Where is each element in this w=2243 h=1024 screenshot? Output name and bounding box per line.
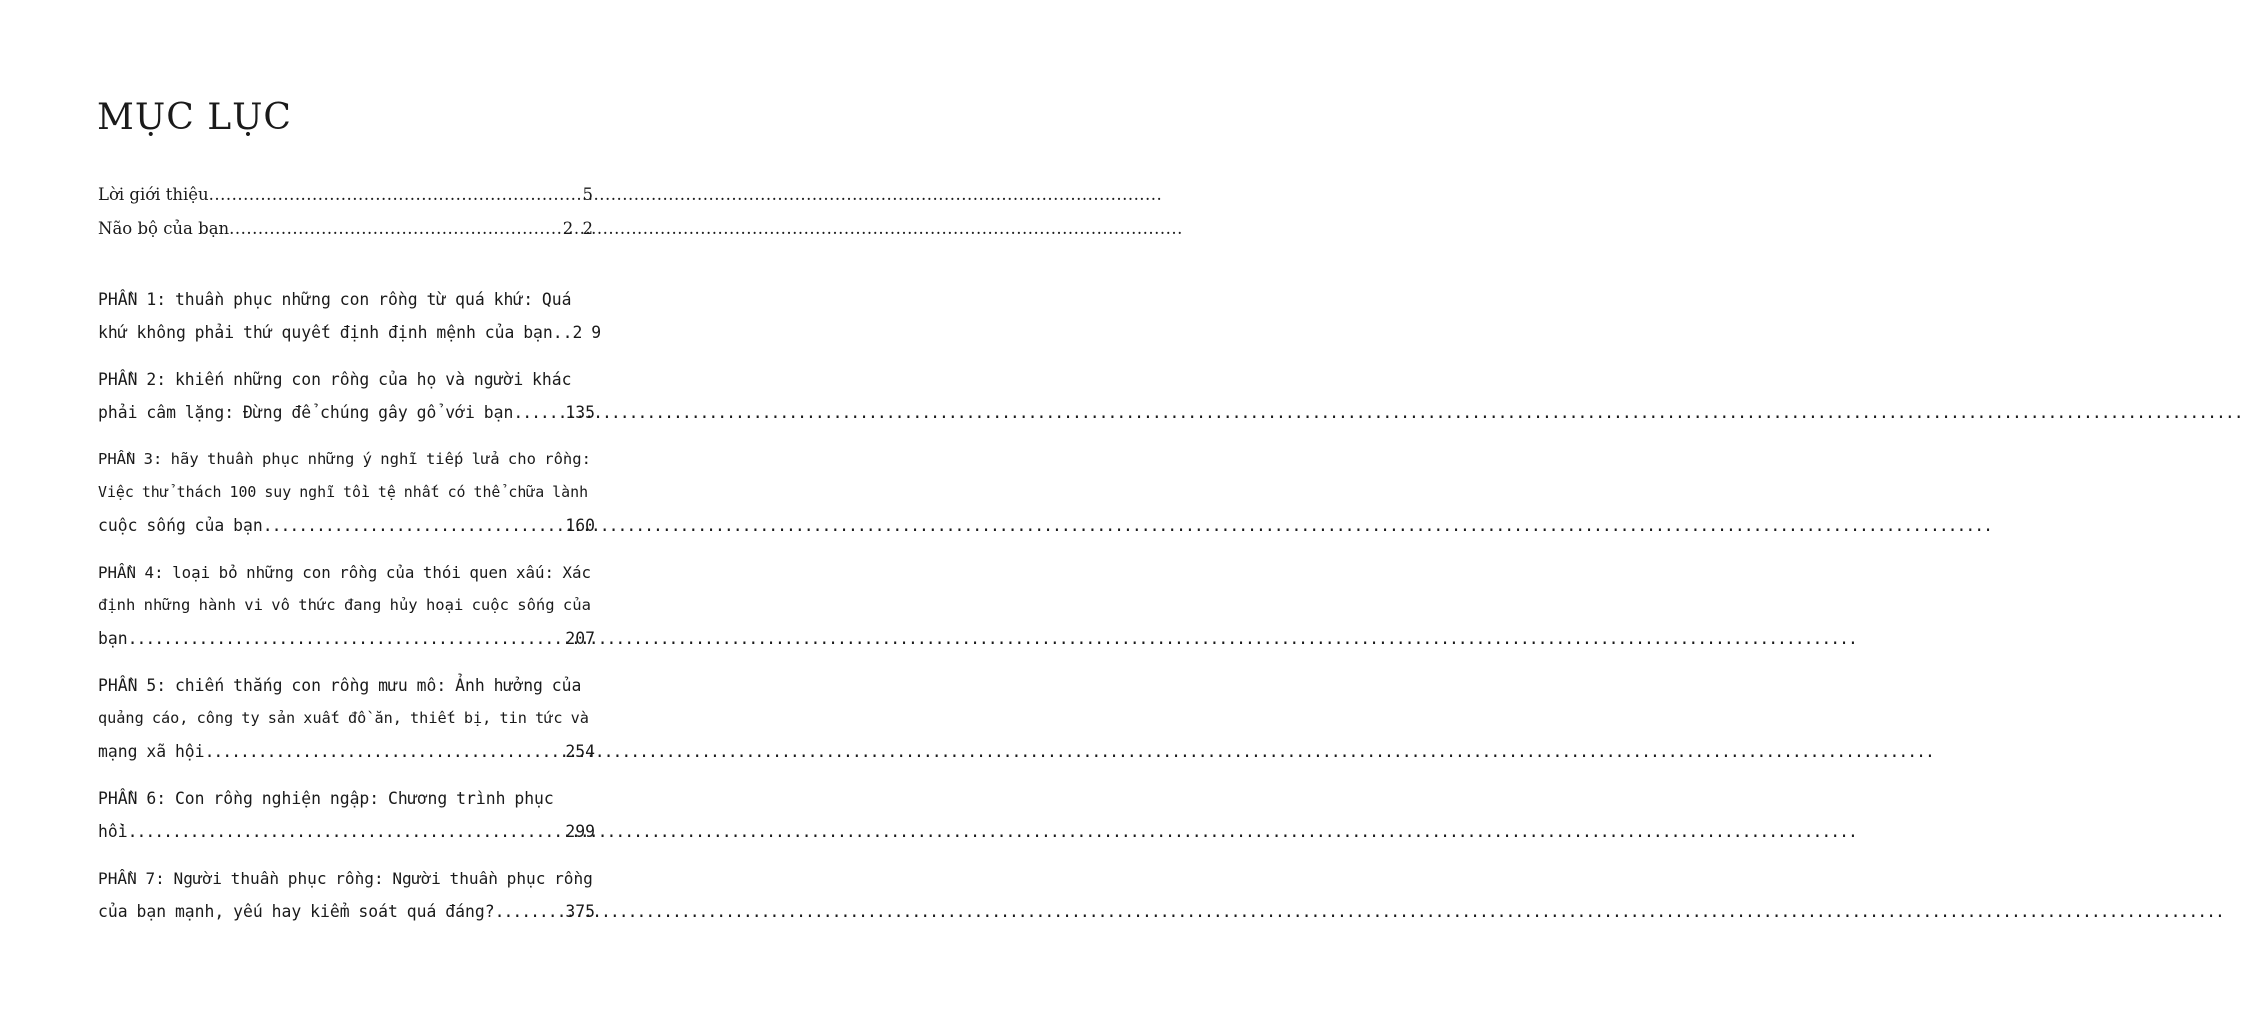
toc-part-text: định những hành vi vô thức đang hủy hoại cuộc sống của xyxy=(98,596,591,614)
toc-title: MỤC LỤC xyxy=(97,97,292,138)
toc-part-line xyxy=(98,782,595,815)
toc-part-page: 375 xyxy=(565,902,595,921)
toc-part-text: phải câm lặng: Đừng để chúng gây gổ với bạn xyxy=(98,403,514,422)
toc-part-5 xyxy=(98,669,595,768)
toc-part-text: PHẦN 7: Người thuần phục rồng: Người thuần phục rồng xyxy=(98,869,593,888)
toc-entry xyxy=(98,212,595,246)
toc-part-text: PHẦN 4: loại bỏ những con rồng của thói quen xấu: Xác xyxy=(98,563,592,582)
toc-part-line xyxy=(98,556,595,589)
toc-part-line xyxy=(98,476,595,509)
toc-part-last-line xyxy=(98,815,595,848)
toc-part-text: của bạn mạnh, yếu hay kiểm soát quá đáng? xyxy=(98,902,495,921)
toc-part-page: 254 xyxy=(565,742,595,761)
toc-parts-section xyxy=(98,283,602,942)
toc-part-line xyxy=(98,669,595,702)
toc-part-text: cuộc sống của bạn xyxy=(98,516,263,535)
dot-leader xyxy=(495,895,566,928)
toc-part-text: bạn xyxy=(98,629,128,648)
toc-part-2 xyxy=(98,363,595,429)
toc-part-last-line xyxy=(98,735,595,768)
dot-leader xyxy=(513,396,565,429)
toc-part-page: 135 xyxy=(565,403,595,422)
toc-part-text: mạng xã hội xyxy=(98,742,205,761)
toc-part-text: PHẦN 3: hãy thuần phục những ý nghĩ tiếp lửa cho rồng: xyxy=(98,450,591,468)
toc-part-line xyxy=(98,283,595,316)
dot-leader xyxy=(263,509,566,542)
toc-part-line xyxy=(98,443,595,476)
toc-entry-text: Lời giới thiệu xyxy=(98,185,209,204)
toc-entry xyxy=(98,178,595,212)
toc-part-last-line xyxy=(98,316,602,349)
toc-part-last-line xyxy=(98,622,595,655)
toc-part-last-line xyxy=(98,396,595,429)
toc-part-last-line xyxy=(98,895,595,928)
toc-part-text: hồi xyxy=(98,822,128,841)
toc-part-line xyxy=(98,589,595,622)
toc-part-text: PHẦN 2: khiến những con rồng của họ và người khác xyxy=(98,370,572,389)
toc-part-page: 299 xyxy=(565,822,595,841)
toc-entry-page: 2 2 xyxy=(562,219,595,238)
toc-part-last-line xyxy=(98,509,595,542)
toc-part-4 xyxy=(98,556,595,655)
toc-part-text: PHẦN 1: thuần phục những con rồng từ quá khứ: Quá xyxy=(98,290,572,309)
toc-intro-section xyxy=(98,178,595,246)
toc-part-page: 160 xyxy=(565,516,595,535)
toc-part-line xyxy=(98,363,595,396)
toc-part-1 xyxy=(98,283,602,349)
toc-part-7 xyxy=(98,862,595,928)
toc-part-6 xyxy=(98,782,595,848)
toc-part-3 xyxy=(98,443,595,542)
dot-leader xyxy=(205,735,566,768)
dot-leader xyxy=(128,815,566,848)
toc-part-line xyxy=(98,862,595,895)
toc-part-text: Việc thử thách 100 suy nghĩ tồi tệ nhất có thể chữa lành xyxy=(98,483,589,501)
toc-part-line xyxy=(98,702,595,735)
toc-part-text: quảng cáo, công ty sản xuất đồ ăn, thiết bị, tin tức và xyxy=(98,709,589,727)
dot-leader xyxy=(128,622,566,655)
toc-part-page: 207 xyxy=(565,629,595,648)
toc-entry-text: Não bộ của bạn xyxy=(98,219,230,238)
dot-leader xyxy=(209,178,583,212)
toc-part-text: khứ không phải thứ quyết định định mệnh của bạn xyxy=(98,323,553,342)
toc-part-page: ..2 9 xyxy=(552,323,602,342)
toc-entry-page: 5 xyxy=(582,185,595,204)
book-page xyxy=(0,0,696,1024)
dot-leader xyxy=(229,212,563,246)
toc-part-text: PHẦN 6: Con rồng nghiện ngập: Chương trình phục xyxy=(98,789,554,808)
toc-part-text: PHẦN 5: chiến thắng con rồng mưu mô: Ảnh hưởng của xyxy=(98,676,582,695)
